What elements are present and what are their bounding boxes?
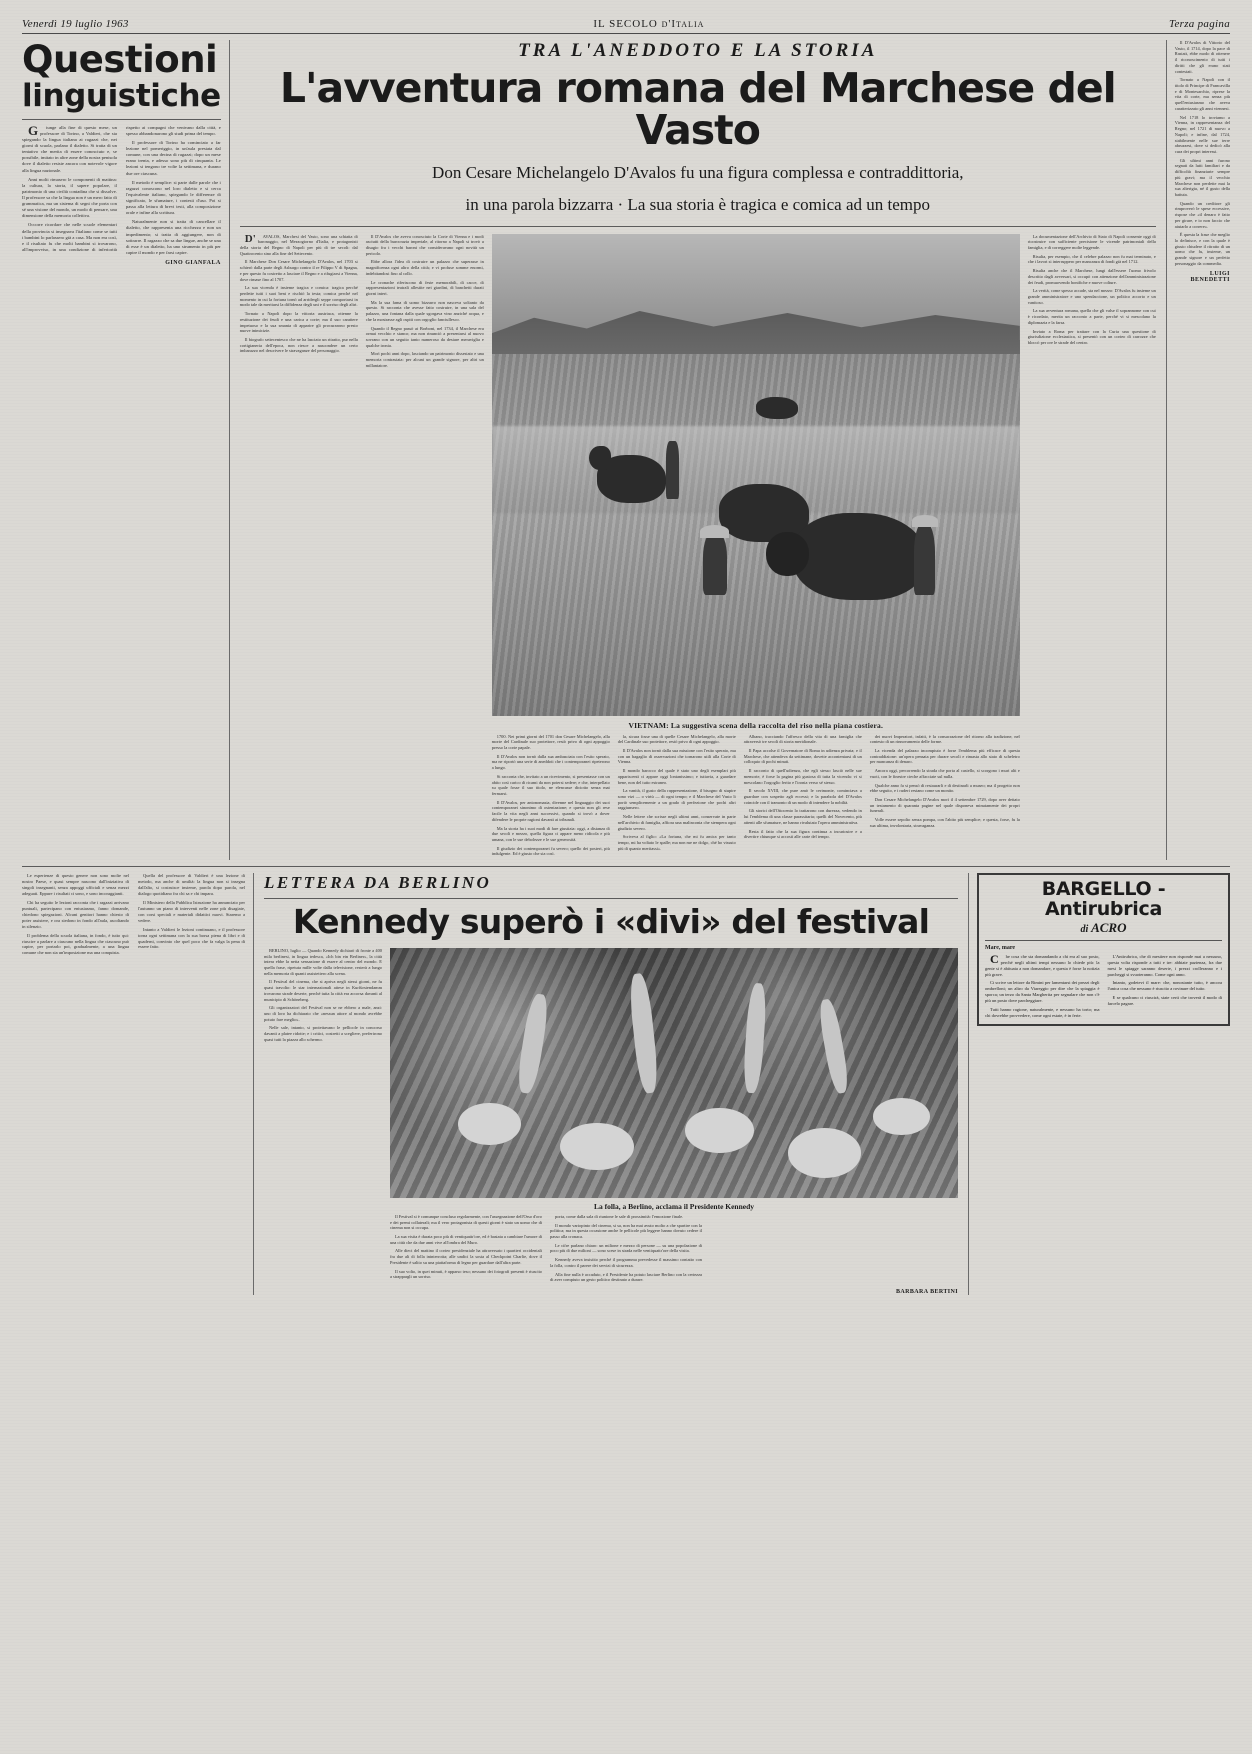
paragraph: Ma la sua fama di uomo bizzarro non nasceva soltanto da questo. Si racconta che avesse fatto costruire, in una sala del palazzo, una fontana dalla quale sgorgava vino anziché acqua, e che la mostrasse agli ospiti con orgoglio fanciullesco.	[365, 299, 484, 322]
paragraph: Ma la storia ha i suoi modi di fare giustizia: oggi, a distanza di due secoli e mezzo, quella figura ci appare meno ridicola e più umana, con le sue debolezze e le sue generosità.	[491, 825, 610, 842]
paragraph: Gli organizzatori del Festival non se ne ebbero a male, anzi: uno di loro ha dichiarato che «nessun attore al mondo avrebbe potuto fare meglio».	[264, 1005, 382, 1022]
paragraph: Il D'Avalos di Vittorio del Vasto, il 1714, dopo la pace di Rastatt, ebbe modo di ottenere il riconoscimento di tutti i diritti che gli erano stati contestati.	[1174, 40, 1230, 74]
paragraph: Che cosa che sta domandando a chi era al suo posto, perché negli ultimi tempi nessuno lo chiede più: la gente si è abituata a non domandare, e questa è forse la notizia più grave.	[985, 952, 1100, 977]
article-columns	[240, 234, 1156, 861]
paragraph: D'AVALOS, Marchesi del Vasto, sono una schiatta di baronaggio, nel Mezzogiorno d'Italia, e protagonisti della storia del Regno di Napoli per più di tre secoli: dal Quattrocento sino alla fine del Settecento.	[239, 232, 358, 256]
top-area	[22, 40, 1230, 860]
paragraph: Il D'Avalos non tornò dalla sua ambasciata con l'esito sperato, ma ne riportò una serie di aneddoti che i contemporanei ripeterono a lungo.	[491, 753, 610, 771]
paragraph: Il D'Avalos che aveva conosciuto la Corte di Vienna e i modi asciutti della burocrazia imperiale, al ritorno a Napoli si trovò a disagio fra i vecchi baroni che consideravano ogni novità un pericolo.	[365, 233, 484, 256]
questioni-body	[22, 122, 221, 256]
paragraph: La sua avventura romana, quella che gli valse il soprannome con cui è ricordato, merita un racconto a parte, perché vi si mescolano la diplomazia e la farsa.	[1027, 308, 1156, 325]
article-kicker: TRA L'ANEDDOTO E LA STORIA	[518, 40, 878, 61]
paragraph: La vicenda del palazzo incompiuto è forse l'emblema più efficace di questa contraddizione: un'opera pensata per durare secoli e rimasta allo stato di scheletro per mancanza di denaro.	[869, 747, 1020, 765]
berlin-crowd-photo	[390, 948, 958, 1198]
article-headline: L'avventura romana del Marchese del Vasto	[279, 64, 1116, 154]
bargello-title: BARGELLO - Antirubrica	[1041, 878, 1166, 921]
paragraph: Chi ha seguito le lezioni racconta che i ragazzi arrivano puntuali, partecipano con entusiasmo, fanno domande, chiedono spiegazioni. Alcuni genitori hanno chiesto di poter assistere, e ora siedono in fondo all'aula, ascoltando in silenzio.	[22, 899, 129, 929]
paragraph: Il Festival si è comunque concluso regolarmente, con l'assegnazione dell'Orso d'oro e dei premi collaterali; ma il vero protagonista di questi giorni è stato un uomo che di cinema non si occupa.	[390, 1213, 542, 1231]
left-editorial-column	[22, 40, 230, 860]
paragraph: La verità, come spesso accade, sta nel mezzo: D'Avalos fu insieme un grande amministratore e uno spendaccione, un politico accorto e un vanitoso.	[1027, 288, 1156, 305]
paragraph: Morì pochi anni dopo, lasciando un patrimonio dissestato e una memoria contrastata: per alcuni un grande signore, per altri un millantatore.	[365, 351, 484, 368]
paragraph: Alle dieci del mattino il corteo presidenziale ha attraversato i quartieri occidentali fra due ali di folla ininterrotta; alle undici la sosta al Checkpoint Charlie, dove il Presidente è salito su una piattaforma di legno per guardare dall'altra parte.	[390, 1248, 542, 1265]
paragraph: Don Cesare Michelangelo D'Avalos morì il 4 settembre 1729, dopo aver dettato un testamento di quaranta pagine nel quale disponeva minutamente dei propri funerali.	[869, 796, 1020, 814]
paragraph: Tornato a Napoli con il titolo di Principe di Francavilla e di Montesarchio, riprese la vita di corte, ma senza più quell'entusiasmo che aveva caratterizzato gli anni viennesi.	[1174, 77, 1230, 111]
paragraph: Giunge alla fine di questo mese, un professore di Torino, a Valdieri, che sta spiegando la lingua italiana ai ragazzi che, nei giorni di scuola, parlano il dialetto. Si tratta di un tentativo che merita di essere conosciuto e, se possibile, imitato in altre zone della nostra penisola dove il dialetto resiste ancora con notevole vigore alla lingua nazionale.	[22, 122, 117, 173]
page-label: Terza pagina	[1169, 18, 1230, 30]
paragraph: 1700. Nei primi giorni del 1701 don Cesare Michelangelo, alla morte del Cardinale suo protettore, restò privo di ogni appoggio presso la corte papale.	[491, 733, 610, 750]
article-subhead-line2: in una parola bizzarra · La sua storia è tragica e comica ad un tempo	[465, 194, 930, 214]
bargello-salutation: Mare, mare	[985, 945, 1016, 952]
article-column	[744, 734, 862, 861]
main-article	[240, 40, 1156, 860]
paragraph: Albano, tracciando l'affresco della vita di una famiglia che attraversò tre secoli di storia meridionale.	[743, 733, 862, 745]
berlin-lower-columns	[390, 1214, 958, 1286]
paragraph: Tornato a Napoli dopo la vittoria austriaca, ottenne la restituzione dei feudi e una carica a corte; ma il suo carattere impetuoso e la sua smania di apparire gli procurarono presto nuove inimicizie.	[239, 311, 358, 334]
paragraph: Intanto, godetevi il mare: che, nonostante tutto, è ancora l'unica cosa che nessuno è riuscito a rovinare del tutto.	[1107, 980, 1222, 992]
under-photo-columns	[492, 734, 1020, 861]
paragraph: Il suo volto, in quei minuti, è apparso teso; nessuno dei fotografi presenti è riuscito a strappargli un sorriso.	[390, 1268, 542, 1280]
paragraph: La vanità, il gusto della rappresentazione, il bisogno di stupire sono vizi — o virtù — di ogni tempo; e il Marchese del Vasto li portò semplicemente a un grado di perfezione che pochi altri raggiunsero.	[617, 788, 736, 811]
paragraph: Intanto a Valdieri le lezioni continuano, e il professore torna ogni settimana con la sua borsa piena di libri e di quaderni, convinto che quel poco che fa valga la pena di essere fatto.	[138, 926, 245, 950]
paragraph: Il professore di Torino ha cominciato a far lezione nel pomeriggio, in un'aula prestata dal comune, con una decina di ragazzi; dopo un mese erano trenta, e adesso sono più di cinquanta. Le lezioni si tengono tre volte la settimana, e durano due ore ciascuna.	[125, 140, 221, 176]
right-article-column	[1166, 40, 1230, 860]
bargello-author: ACRO	[1091, 920, 1127, 936]
paper-name: IL SECOLO d'Italia	[593, 18, 705, 30]
article-column	[492, 734, 610, 861]
paragraph: Si racconta che, invitato a un ricevimento, si presentasse con un abito così carico di ricami da non potersi sedere; e che, interpellato su quale fosse il suo titolo, ne elencasse diciotto senza mai fermarsi.	[491, 773, 610, 796]
paragraph: Il mondo barocco del quale è stato uno degli esemplari più appariscenti ci appare oggi lontanissimo; e tuttavia, a guardare bene, non del tutto estraneo.	[617, 768, 736, 785]
paragraph: Gli storici dell'Ottocento lo trattarono con durezza, vedendo in lui l'emblema di una classe parassitaria; quelli del Novecento, più attenti alle sfumature, ne hanno rivalutato l'opera amministrativa.	[743, 808, 862, 825]
berlin-headline: Kennedy superò i «divi» del festival	[292, 902, 930, 942]
paragraph: Il D'Avalos non tornò dalla sua missione con l'esito sperato, ma con un bagaglio di osservazioni che tornarono utili alla Corte di Vienna.	[617, 747, 736, 765]
paragraph: Qualche anno fa si pensò di restaurarli e di destinarli a museo; ma il progetto non ebbe seguito, e i ruderi restano come un monito.	[869, 782, 1020, 794]
paragraph: Le cronache riferiscono di feste memorabili, di cacce, di rappresentazioni teatrali allestite nei giardini, di banchetti durati giorni interi.	[365, 279, 484, 296]
paragraph: Le cifre parlano chiaro: un milione e mezzo di persone — su una popolazione di poco più di due milioni — sono scese in strada nelle ventiquattr'ore della visita.	[550, 1242, 702, 1254]
paragraph: È questa la frase che meglio lo definisce, e con la quale è giusto chiudere il ritratto di un uomo che fu, insieme, un grande signore e un perfetto personaggio da commedia.	[1174, 232, 1230, 266]
bargello-subtitle	[985, 920, 1222, 936]
paragraph: Inviato a Roma per trattare con la Curia una questione di giurisdizione ecclesiastica, si presentò con un corteo di carrozze che bloccò per ore le strade del centro.	[1027, 328, 1156, 345]
berlin-column	[550, 1214, 702, 1286]
paragraph: Il Papa accolse il Governatore di Roma in udienza privata; e il Marchese, che attendeva da settimane, dovette accontentarsi di un colloquio di pochi minuti.	[743, 747, 862, 765]
paragraph: Tutti hanno ragione, naturalmente, e nessuno ha torto; ma chi dovrebbe provvedere, come ogni estate, è in ferie.	[985, 1006, 1100, 1018]
divider	[240, 226, 1156, 227]
paragraph: Il secolo XVIII, che pure amò le cerimonie, cominciava a guardare con sospetto agli eccessi; e la parabola del D'Avalos coincide con il tramonto di un modo di intendere la nobiltà.	[743, 788, 862, 805]
paragraph: La documentazione dell'Archivio di Stato di Napoli consente oggi di ricostruire con sufficiente precisione le vicende patrimoniali della famiglia, e di correggere molte leggende.	[1027, 233, 1156, 250]
paragraph: Nelle lettere che scrisse negli ultimi anni, conservate in parte nell'archivio di famiglia, affiora una malinconia che stempera ogni giudizio severo.	[617, 814, 736, 831]
paragraph: BERLINO, luglio — Quando Kennedy dichiarò di fronte a 400 mila berlinesi, in lingua tedesca, «Ich bin ein Berliner», la città intera ebbe la netta sensazione di essere al centro del mondo. E quella frase, ripetuta mille volte dalla televisione, resterà a lungo nella memoria di quanti assistettero alla scena.	[264, 947, 382, 976]
paragraph: La sua visita è durata poco più di ventiquattr'ore, ed è bastata a cambiare l'umore di una città che da due anni vive all'ombra del Muro.	[390, 1233, 542, 1245]
divider	[985, 940, 1222, 941]
questioni-continued-body	[22, 873, 245, 956]
paragraph: Volle essere sepolto senza pompa, con l'abito più semplice; e questa, forse, fu la sua ultima, involontaria, stravaganza.	[869, 817, 1020, 828]
berlin-article	[264, 873, 958, 1295]
berlin-columns	[264, 948, 958, 1295]
questioni-title-line2: linguistiche	[22, 78, 221, 115]
vietnam-photo-caption: VIETNAM: La suggestiva scena della raccolta del riso nella piana costiera.	[628, 720, 884, 730]
ad-area	[968, 873, 1230, 1295]
paragraph: Il racconto di quell'udienza, che egli stesso lasciò nelle sue memorie, è forse la pagina più gustosa di tutta la vicenda: vi si mescolano l'orgoglio ferito e l'ironia verso sé stesso.	[743, 768, 862, 785]
article-subhead-line1: Don Cesare Michelangelo D'Avalos fu una figura complessa e contraddittoria,	[432, 162, 964, 182]
paragraph: Il Marchese Don Cesare Michelangelo D'Avalos, nel 1703 si schierò dalla parte degli Asburgo contro il re Filippo V di Spagna, e per questo fu costretto a lasciare il Regno e a rifugiarsi a Vienna, dove rimase fino al 1707.	[239, 259, 358, 282]
paragraph: Nelle sale, intanto, si proiettavano le pellicole in concorso davanti a platee ridotte; e i critici, costretti a scegliere, preferirono quasi tutti la piazza allo schermo.	[264, 1025, 382, 1042]
paragraph: dei nuovi Imperatori, infatti, è la consacrazione del ritorno alla tradizione, nel contesto di un rinnovamento delle forme.	[869, 733, 1020, 745]
paragraph: la, sicura fosse una di quelle Cesare Michelangelo, alla morte del Cardinale suo protettore, restò privo di ogni appoggio.	[617, 733, 736, 745]
berlin-photo-block	[390, 948, 958, 1295]
bargello-subtitle-prefix: di	[1080, 924, 1089, 936]
paragraph: La sua vicenda è insieme tragica e comica: tragica perché perdette tutti i suoi beni e rischiò la testa; comica perché nel momento in cui la fortuna tornò ad arridergli seppe comportarsi in modo tale da meritarsi la diffidenza degli uni e il sorriso degli altri.	[239, 285, 358, 308]
paragraph: Ebbe allora l'idea di costruire un palazzo che superasse in magnificenza ogni altro della città; e vi profuse somme enormi, indebitandosi fino al collo.	[365, 259, 484, 276]
paragraph: Resta il fatto che la sua figura continua a incuriosire e a divertire chiunque si accosti alle carte del tempo.	[743, 828, 862, 840]
main-article-byline: LUIGI BENEDETTI	[1190, 270, 1230, 283]
lower-area	[22, 866, 1230, 1295]
paragraph: Ancora oggi, percorrendo la strada che porta al castello, si scorgono i muri alti e vuoti, con le finestre cieche affacciate sul nulla.	[869, 768, 1020, 779]
article-column	[1028, 234, 1156, 861]
bargello-body	[985, 954, 1222, 1018]
paragraph: Nel 1718 lo troviamo a Vienna, in rappresentanza del Regno; nel 1721 di nuovo a Napoli; e infine, dal 1724, stabilmente nelle sue terre abruzzesi, dove si dedicò alla cura dei propri interessi.	[1174, 114, 1230, 154]
paragraph: Scriveva al figlio: «La fortuna, che mi fu amica per tanto tempo, mi ha voltato le spalle; ma non me ne dolgo, ché ho vissuto più di quanto meritassi».	[617, 834, 736, 851]
divider	[264, 898, 958, 899]
paragraph: Occorre ricordare che nelle scuole elementari della provincia si insegnava l'italiano come se tutti i bambini lo parlassero già a casa. Ma non era così, e il risultato fu che molti bambini si trovarono, all'improvviso, in una condizione di inferiorità rispetto ai compagni che venivano dalla città, e spesso abbandonarono gli studi prima del tempo.	[22, 124, 221, 252]
article-column	[240, 234, 358, 861]
vietnam-photo	[492, 234, 1020, 716]
bargello-box	[977, 873, 1230, 1026]
paragraph: Il problema della scuola italiana, in fondo, è tutto qui: riuscire a parlare a ciascuno nella lingua che ciascuno può capire, per portarlo poi, gradualmente, a una lingua comune che non sia un'imposizione ma una conquista.	[22, 932, 129, 956]
paragraph: L'Antirubrica, che di mestiere non risponde mai a nessuno, questa volta risponde a tutti e tre: abbiate pazienza, fra due mesi le spiagge saranno deserte, i prezzi crolleranno e i parcheggi si svuoteranno. Come ogni anno.	[1107, 954, 1222, 977]
paragraph: Risulta, per esempio, che il celebre palazzo non fu mai terminato, e che i lavori si interruppero per mancanza di fondi già nel 1712.	[1027, 253, 1156, 265]
paragraph: Anni molti rimasero le componenti di mattina: la cultura, la storia, il sapere popolare, il patrimonio di una civiltà contadina che si dissolve. Il professore sa che la lingua non è un mero fatto di grammatica, ma un sistema di segni che porta con sé una visione del mondo, un modo di pensare, una dimensione della memoria collettiva.	[22, 176, 117, 219]
paragraph: Il giudizio dei contemporanei fu severo; quello dei posteri, più indulgente. Ed è giusto che sia così.	[491, 845, 610, 857]
paragraph: Quella del professore di Valdieri è una lezione di metodo, ma anche di umiltà: la lingua non si insegna dall'alto, si costruisce insieme, parola dopo parola, nel dialogo quotidiano fra chi sa e chi impara.	[138, 873, 245, 896]
questioni-byline: GINO GIANFALA	[165, 259, 221, 266]
paragraph: Il D'Avalos, per antonomasia, divenne nel linguaggio dei suoi contemporanei sinonimo di ostentazione; e questo non gli rese facile la vita negli anni successivi, quando si trovò a dover difendere le proprie ragioni davanti ai tribunali.	[491, 799, 610, 822]
questioni-title-line1: Questioni	[22, 38, 218, 81]
paragraph: Naturalmente non si tratta di cancellare il dialetto, che rappresenta una ricchezza e non un impedimento; si tratta di aggiungere, non di sottrarre. Il ragazzo che sa due lingue, anche se una di esse è un dialetto, ha uno strumento in più per capire il mondo e per farsi capire.	[125, 219, 221, 255]
article-column	[870, 734, 1020, 861]
paragraph: Il mondo variopinto del cinema, si sa, non ha mai avuto molto a che spartire con la politica; ma in questa occasione anche le pellicole più leggere hanno dovuto cedere il passo alla cronaca.	[550, 1222, 702, 1239]
paragraph: Quando il Regno passò ai Borboni, nel 1734, il Marchese era ormai vecchio e stanco; ma non rinunciò a presentarsi al nuovo sovrano con un seguito tanto numeroso da destare meraviglia e qualche ironia.	[365, 325, 484, 348]
paragraph: Il biografo settecentesco che ne ha lasciato un ritratto, pur nella cortigianeria dell'epoca, non riesce a nascondere un certo imbarazzo nel descrivere le stravaganze del personaggio.	[239, 337, 358, 354]
left-editorial-continued	[22, 873, 254, 1295]
paragraph: E se qualcuno ci riuscirà, state certi che troverà il modo di farcelo pagare.	[1107, 995, 1222, 1006]
masthead	[22, 18, 1230, 34]
paragraph: Il metodo è semplice: si parte dalle parole che i ragazzi conoscono nel loro dialetto e si cerca l'equivalente italiano, spiegando le differenze di significato, le sfumature, i contesti d'uso. Poi si passa alla lettura di brevi testi, alla composizione orale e infine alla scrittura.	[125, 179, 221, 216]
article-column	[366, 234, 484, 861]
paragraph: Risulta anche che il Marchese, lungi dall'essere l'uomo frivolo descritto dagli avversari, si occupò con attenzione dell'amministrazione dei feudi, promuovendo bonifiche e nuove colture.	[1027, 268, 1156, 285]
paragraph: Le esperienze di questo genere non sono molte nel nostro Paese, e quasi sempre nascono dall'iniziativa di singoli insegnanti, senza appoggi ufficiali e senza mezzi adeguati. Eppure i risultati ci sono, e sono incoraggianti.	[22, 873, 129, 896]
paragraph: Alla fine nulla è accaduto, e il Presidente ha potuto lasciare Berlino con la certezza di aver compiuto un gesto politico destinato a durare.	[550, 1271, 702, 1283]
berlin-byline: BARBARA BERTINI	[896, 1288, 958, 1295]
paragraph: Gli ultimi anni furono segnati da lutti familiari e da difficoltà finanziarie sempre più gravi; ma il vecchio Marchese non perdette mai la sua alterigia, né il gusto della battuta.	[1174, 157, 1230, 197]
paragraph: Il Ministero della Pubblica Istruzione ha annunciato per l'autunno un piano di interventi nelle zone più disagiate, con corsi speciali e materiali didattici nuovi. Staremo a vedere.	[138, 899, 245, 923]
article-column	[1175, 40, 1230, 267]
berlin-photo-caption: La folla, a Berlino, acclama il Presidente Kennedy	[593, 1201, 755, 1211]
divider	[22, 119, 221, 120]
issue-date: Venerdì 19 luglio 1963	[22, 18, 129, 30]
vietnam-photo-block	[492, 234, 1020, 861]
berlin-column	[264, 948, 382, 1295]
paragraph: porta, come dalla sala di riunione le sale di prossimità: l'emozione finale.	[555, 1213, 684, 1219]
paragraph: Quando un creditore gli rimproverò le spese eccessive, rispose che «il denaro è fatto per girare, e io non faccio che aiutarlo a correre».	[1174, 200, 1230, 229]
berlin-kicker: LETTERA DA BERLINO	[264, 873, 492, 893]
paragraph: Il Festival del cinema, che si apriva negli stessi giorni, ne fu quasi travolto: le star internazionali attese in Kurfürstendamm trovarono strade deserte, perché tutta la città era accorsa davanti al municipio di Schöneberg.	[264, 979, 382, 1002]
paragraph: Kennedy aveva insistito perché il programma prevedesse il massimo contatto con la folla, contro il parere dei servizi di sicurezza.	[550, 1257, 702, 1268]
article-column	[618, 734, 736, 861]
berlin-column	[390, 1214, 542, 1286]
paragraph: Ci scrive un lettore da Rimini per lamentarsi dei prezzi degli ombrelloni; un altro da Viareggio per dire che la spiaggia è sporca; un terzo da Santa Margherita per segnalare che non c'è più un posto dove parcheggiare.	[985, 980, 1100, 1003]
